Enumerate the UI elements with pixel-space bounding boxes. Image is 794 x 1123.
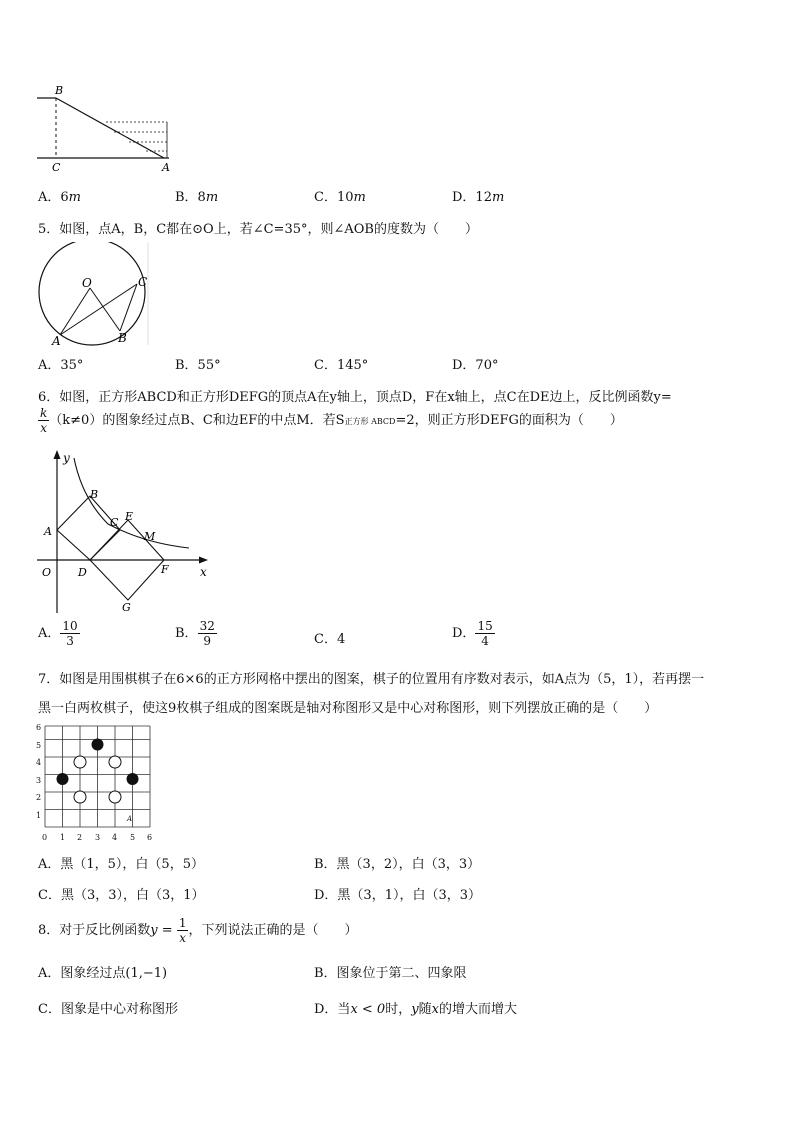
q6-label-d: D bbox=[78, 566, 87, 579]
q8-option-a[interactable]: A．图象经过点(1,−1) bbox=[38, 966, 168, 981]
q5-stem: 5．如图，点A，B，C都在⊙O上，若∠C=35°，则∠AOB的度数为（ ） bbox=[38, 222, 478, 237]
q7-y-label: 6 bbox=[36, 723, 42, 732]
q6-stem-line1: 6．如图，正方形ABCD和正方形DEFG的顶点A在y轴上，顶点D，F在x轴上，点C在DE边上，反比例函数y= bbox=[38, 390, 672, 405]
black-stone bbox=[127, 773, 139, 785]
q6-label-m: M bbox=[144, 530, 156, 543]
q4-option-c[interactable]: C．10m bbox=[314, 190, 366, 205]
q7-y-label: 1 bbox=[36, 811, 42, 820]
q5-option-a[interactable]: A．35° bbox=[38, 358, 84, 373]
q4-option-d[interactable]: D．12m bbox=[452, 190, 505, 205]
q6-option-d[interactable]: D． $\frac{15}{4}$ bbox=[452, 619, 493, 648]
q7-y-label: 3 bbox=[36, 776, 42, 785]
q7-stem-line2: 黑一白两枚棋子，使这9枚棋子组成的图案既是轴对称图形又是中心对称图形，则下列摆放正确的是（ ） bbox=[38, 701, 658, 716]
q7-y-label: 4 bbox=[36, 758, 42, 767]
q6-label-e: E bbox=[125, 510, 134, 523]
q6-label-x: x bbox=[200, 565, 207, 579]
q6-label-c: C bbox=[110, 516, 119, 529]
q7-stem-line1: 7．如图是用围棋棋子在6×6的正方形网格中摆出的图案，棋子的位置用有序数对表示，如A点为（5，1），若再摆一 bbox=[38, 672, 705, 687]
q7-x-label: 6 bbox=[147, 833, 153, 842]
black-stone bbox=[57, 773, 69, 785]
q8-option-d[interactable]: D．当x < 0时，y随x的增大而增大 bbox=[314, 1002, 517, 1017]
q7-x-label: 4 bbox=[112, 833, 118, 842]
q7-x-label: 2 bbox=[77, 833, 83, 842]
q7-x-label: 3 bbox=[95, 833, 101, 842]
q8-stem: 8．对于反比例函数y = $\frac{1}{x}$ ，下列说法正确的是（ ） bbox=[38, 916, 358, 945]
q8-option-c[interactable]: C．图象是中心对称图形 bbox=[38, 1002, 178, 1017]
q7-option-b[interactable]: B．黑（3，2），白（3，3） bbox=[314, 857, 481, 872]
q6-label-f: F bbox=[161, 563, 169, 576]
q7-option-d[interactable]: D．黑（3，1），白（3，3） bbox=[314, 888, 482, 903]
q7-x-label: 5 bbox=[130, 833, 136, 842]
q5-option-b[interactable]: B．55° bbox=[175, 358, 221, 373]
q5-label-b: B bbox=[118, 331, 127, 345]
q7-y-label: 2 bbox=[36, 793, 42, 802]
q4-label-a: A bbox=[162, 161, 170, 174]
q6-label-b: B bbox=[90, 488, 99, 501]
q7-x-label: 1 bbox=[60, 833, 66, 842]
black-stone bbox=[92, 739, 104, 751]
q6-figure bbox=[34, 448, 219, 618]
q6-option-a[interactable]: A． $\frac{10}{3}$ bbox=[38, 619, 78, 648]
q4-label-b: B bbox=[55, 84, 64, 97]
q7-y-label: 5 bbox=[36, 741, 42, 750]
q7-x-label: 0 bbox=[42, 833, 48, 842]
q7-go-board bbox=[34, 720, 159, 845]
q5-option-c[interactable]: C．145° bbox=[314, 358, 369, 373]
q6-stem-line2: $\frac{k}{x}$ （k≠0）的图象经过点B、C和边EF的中点M．若S正方形 ABCD=2，则正方形DEFG的面积为（ ） bbox=[40, 406, 623, 435]
white-stone bbox=[109, 756, 121, 768]
q6-option-b[interactable]: B． $\frac{32}{9}$ bbox=[175, 619, 215, 648]
q6-label-a: A bbox=[44, 525, 52, 538]
q6-option-c[interactable]: C．4 bbox=[314, 632, 346, 647]
q6-label-y: y bbox=[63, 451, 70, 465]
q6-label-g: G bbox=[122, 601, 131, 614]
q8-option-b[interactable]: B．图象位于第二、四象限 bbox=[314, 966, 467, 981]
white-stone bbox=[109, 791, 121, 803]
q4-label-c: C bbox=[52, 161, 61, 174]
q7-point-a-label: A bbox=[127, 815, 133, 823]
q6-fraction: $\frac{k}{x}$ bbox=[40, 406, 48, 435]
q6-label-o: O bbox=[42, 566, 52, 579]
white-stone bbox=[74, 756, 86, 768]
q7-option-c[interactable]: C．黑（3，3），白（3，1） bbox=[38, 888, 205, 903]
q4-option-b[interactable]: B．8m bbox=[175, 190, 219, 205]
q5-label-a: A bbox=[52, 334, 61, 347]
white-stone bbox=[74, 791, 86, 803]
q7-option-a[interactable]: A．黑（1，5），白（5，5） bbox=[38, 857, 204, 872]
q5-label-o: O bbox=[82, 276, 92, 290]
q4-option-a[interactable]: A．6m bbox=[38, 190, 81, 205]
q5-label-c: C bbox=[138, 275, 148, 289]
q5-option-d[interactable]: D．70° bbox=[452, 358, 499, 373]
q4-figure bbox=[34, 80, 174, 175]
q5-figure bbox=[34, 242, 154, 347]
